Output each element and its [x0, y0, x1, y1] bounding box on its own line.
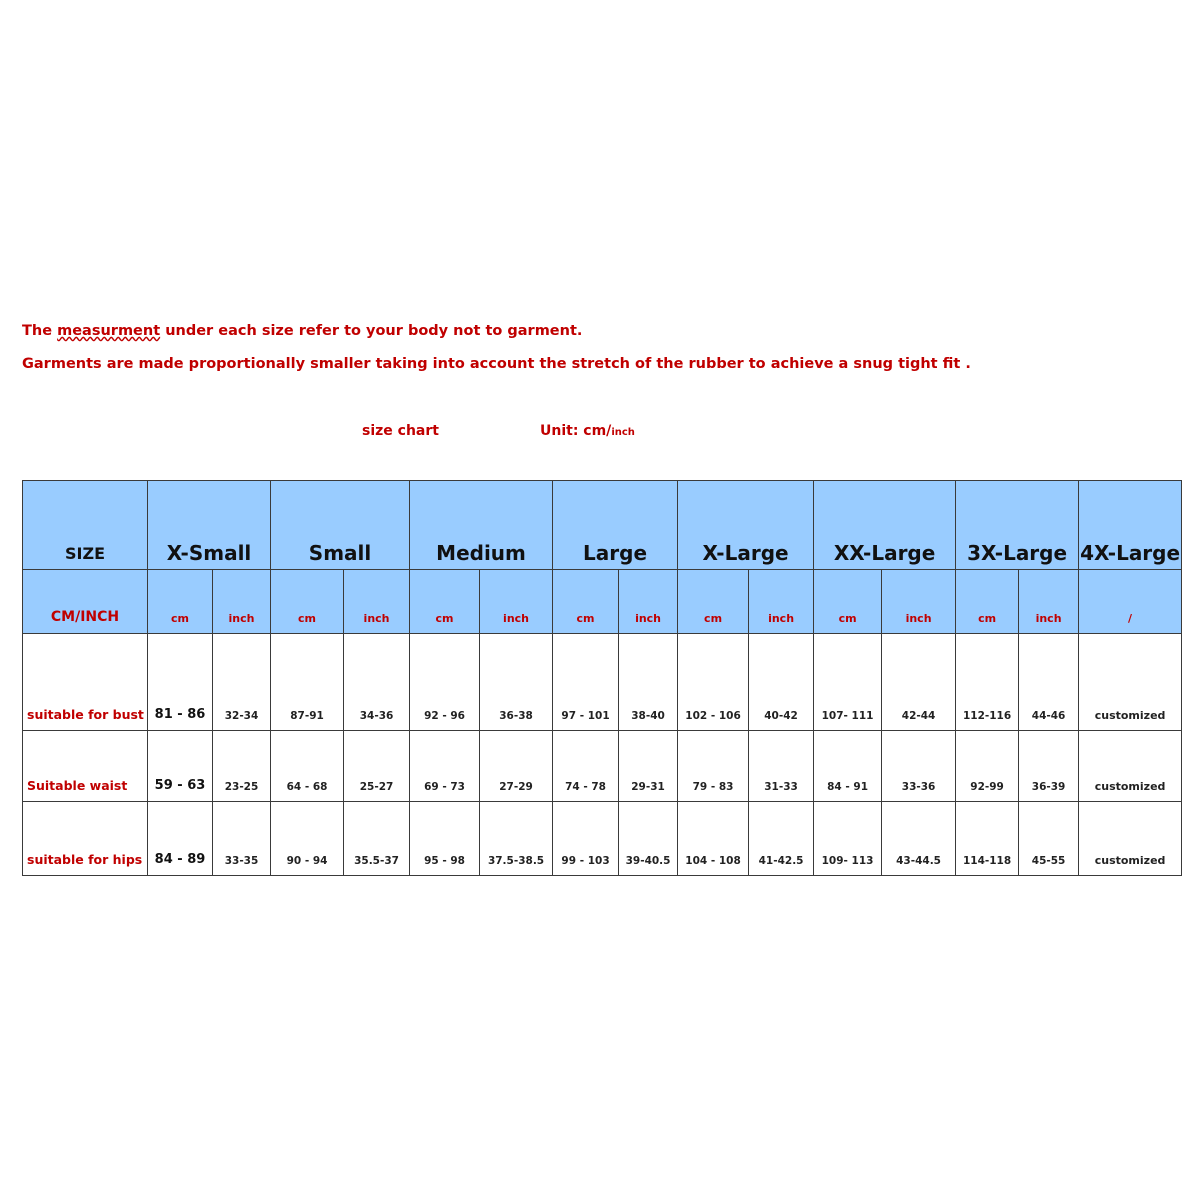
bust-value-cell: 44-46: [1019, 634, 1079, 731]
unit-cm-cell: cm: [271, 570, 344, 634]
bust-label: suitable for bust: [23, 634, 148, 731]
size-chart-table: [22, 480, 1182, 876]
unit-small-label: inch: [611, 427, 635, 438]
waist-value-cell: 36-39: [1019, 731, 1079, 802]
unit-inch-cell: inch: [1019, 570, 1079, 634]
hips-value-cell: 33-35: [213, 802, 271, 876]
bust-value-cell: 42-44: [882, 634, 956, 731]
bust-value-cell: 102 - 106: [678, 634, 749, 731]
unit-slash-cell: /: [1079, 570, 1182, 634]
bust-value-cell: 81 - 86: [148, 634, 213, 731]
hips-value-cell: 90 - 94: [271, 802, 344, 876]
hips-value-cell: 99 - 103: [553, 802, 619, 876]
hips-customized-cell: customized: [1079, 802, 1182, 876]
size-name-cell: X-Small: [148, 481, 271, 570]
unit-cm-cell: cm: [956, 570, 1019, 634]
waist-value-cell: 64 - 68: [271, 731, 344, 802]
bust-value-cell: 38-40: [619, 634, 678, 731]
unit-cm-cell: cm: [410, 570, 480, 634]
note-text-start: The: [22, 323, 58, 339]
note-underlined-word: measurment: [57, 323, 161, 339]
waist-value-cell: 31-33: [749, 731, 814, 802]
bust-customized-cell: customized: [1079, 634, 1182, 731]
stretch-fit-note: Garments are made proportionally smaller taking into account the stretch of the rubber to achieve a snug tight fit .: [22, 356, 971, 372]
unit-cm-cell: cm: [678, 570, 749, 634]
unit-header-row: [23, 570, 1182, 634]
size-name-cell: X-Large: [678, 481, 814, 570]
size-name-cell: XX-Large: [814, 481, 956, 570]
waist-value-cell: 84 - 91: [814, 731, 882, 802]
bust-value-cell: 36-38: [480, 634, 553, 731]
hips-value-cell: 45-55: [1019, 802, 1079, 876]
hips-value-cell: 41-42.5: [749, 802, 814, 876]
size-name-cell: Small: [271, 481, 410, 570]
waist-value-cell: 23-25: [213, 731, 271, 802]
bust-value-cell: 92 - 96: [410, 634, 480, 731]
waist-value-cell: 33-36: [882, 731, 956, 802]
bust-value-cell: 107- 111: [814, 634, 882, 731]
body-measurement-note: [22, 323, 582, 339]
bust-row: [23, 634, 1182, 731]
bust-value-cell: 97 - 101: [553, 634, 619, 731]
waist-value-cell: 69 - 73: [410, 731, 480, 802]
waist-customized-cell: customized: [1079, 731, 1182, 802]
waist-value-cell: 92-99: [956, 731, 1019, 802]
bust-value-cell: 40-42: [749, 634, 814, 731]
unit-cm-cell: cm: [814, 570, 882, 634]
hips-value-cell: 43-44.5: [882, 802, 956, 876]
bust-value-cell: 112-116: [956, 634, 1019, 731]
hips-value-cell: 35.5-37: [344, 802, 410, 876]
unit-inch-cell: inch: [480, 570, 553, 634]
waist-value-cell: 79 - 83: [678, 731, 749, 802]
waist-value-cell: 59 - 63: [148, 731, 213, 802]
bust-value-cell: 87-91: [271, 634, 344, 731]
note-text-end: under each size refer to your body not to garment.: [160, 323, 583, 339]
waist-value-cell: 74 - 78: [553, 731, 619, 802]
unit-cm-cell: cm: [553, 570, 619, 634]
waist-row: [23, 731, 1182, 802]
waist-value-cell: 29-31: [619, 731, 678, 802]
size-name-cell: Medium: [410, 481, 553, 570]
hips-value-cell: 95 - 98: [410, 802, 480, 876]
unit-caption: [540, 423, 635, 439]
unit-cm-cell: cm: [148, 570, 213, 634]
unit-header-cell: CM/INCH: [23, 570, 148, 634]
unit-inch-cell: inch: [882, 570, 956, 634]
waist-value-cell: 25-27: [344, 731, 410, 802]
size-header-row: [23, 481, 1182, 570]
hips-row: [23, 802, 1182, 876]
waist-value-cell: 27-29: [480, 731, 553, 802]
size-name-cell: Large: [553, 481, 678, 570]
hips-value-cell: 39-40.5: [619, 802, 678, 876]
unit-inch-cell: inch: [619, 570, 678, 634]
unit-label: Unit: cm/: [540, 423, 612, 439]
hips-value-cell: 37.5-38.5: [480, 802, 553, 876]
size-chart-title: size chart: [362, 423, 439, 439]
waist-label: Suitable waist: [23, 731, 148, 802]
hips-value-cell: 104 - 108: [678, 802, 749, 876]
unit-inch-cell: inch: [344, 570, 410, 634]
bust-value-cell: 32-34: [213, 634, 271, 731]
unit-inch-cell: inch: [749, 570, 814, 634]
hips-value-cell: 84 - 89: [148, 802, 213, 876]
size-name-cell: 4X-Large: [1079, 481, 1182, 570]
hips-value-cell: 114-118: [956, 802, 1019, 876]
hips-label: suitable for hips: [23, 802, 148, 876]
bust-value-cell: 34-36: [344, 634, 410, 731]
size-header-cell: SIZE: [23, 481, 148, 570]
hips-value-cell: 109- 113: [814, 802, 882, 876]
unit-inch-cell: inch: [213, 570, 271, 634]
size-name-cell: 3X-Large: [956, 481, 1079, 570]
